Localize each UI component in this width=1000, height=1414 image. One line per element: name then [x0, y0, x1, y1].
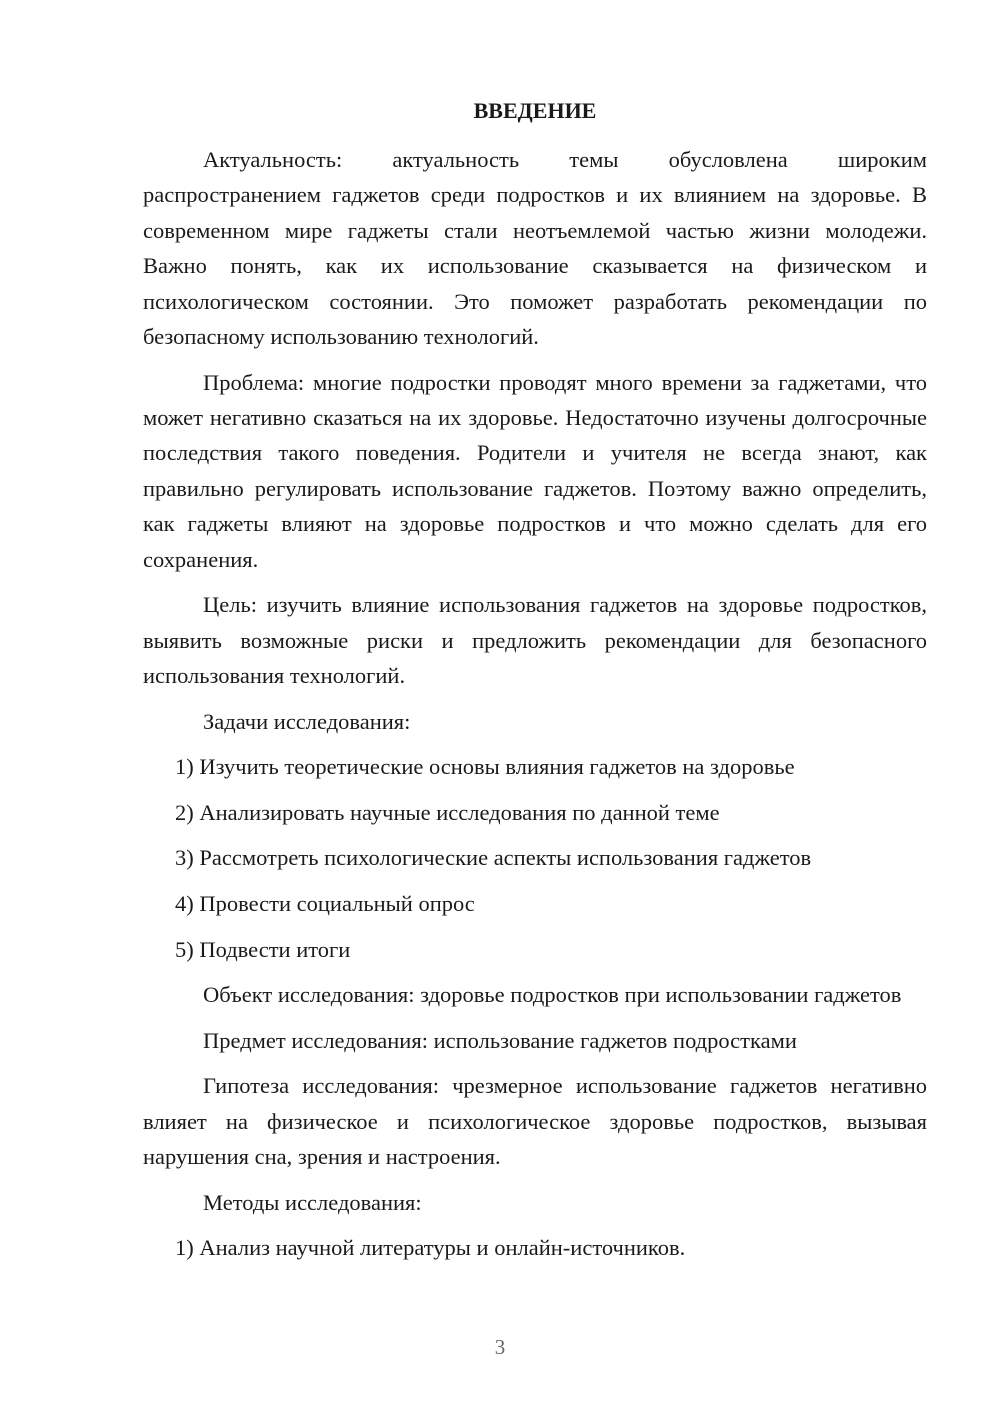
methods-heading: Методы исследования: [203, 1189, 422, 1215]
goal-paragraph: Цель: изучить влияние использования гаджетов на здоровье подростков, выявить возможные риски и предложить рекомендации для безопасного использования технологий. [143, 592, 927, 689]
task-item-1: 1) Изучить теоретические основы влияния гаджетов на здоровье [175, 754, 795, 780]
page-number: 3 [494, 1335, 506, 1359]
object-paragraph: Объект исследования: здоровье подростков при использовании гаджетов [203, 982, 902, 1008]
task-item-4: 4) Провести социальный опрос [175, 891, 475, 917]
subject-paragraph: Предмет исследования: использование гаджетов подростками [203, 1027, 797, 1053]
relevance-paragraph: Актуальность: актуальность темы обусловлена широким распространением гаджетов среди подростков и их влиянием на здоровье. В современном мире гаджеты стали неотъемлемой частью жизни молодежи. Важно понять, как их использование сказывается на физическом и психологическом состоянии. Это поможет разработать рекомендации по безопасному использованию технологий. [143, 147, 927, 350]
task-item-2: 2) Анализировать научные исследования по данной теме [175, 799, 720, 825]
page-title: ВВЕДЕНИЕ [473, 98, 597, 123]
problem-paragraph: Проблема: многие подростки проводят много времени за гаджетами, что может негативно сказаться на их здоровье. Недостаточно изучены долгосрочные последствия такого поведения. Родители и учителя не всегда знают, как правильно регулировать использование гаджетов. Поэтому важно определить, как гаджеты влияют на здоровье подростков и что можно сделать для его сохранения. [143, 369, 927, 572]
task-item-5: 5) Подвести итоги [175, 936, 351, 962]
hypothesis-paragraph: Гипотеза исследования: чрезмерное использование гаджетов негативно влияет на физическое и психологическое здоровье подростков, вызывая нарушения сна, зрения и настроения. [143, 1073, 927, 1170]
tasks-heading: Задачи исследования: [203, 708, 411, 734]
method-item-1: 1) Анализ научной литературы и онлайн-источников. [175, 1235, 686, 1261]
task-item-3: 3) Рассмотреть психологические аспекты использования гаджетов [175, 845, 812, 871]
document-body [143, 142, 927, 1276]
